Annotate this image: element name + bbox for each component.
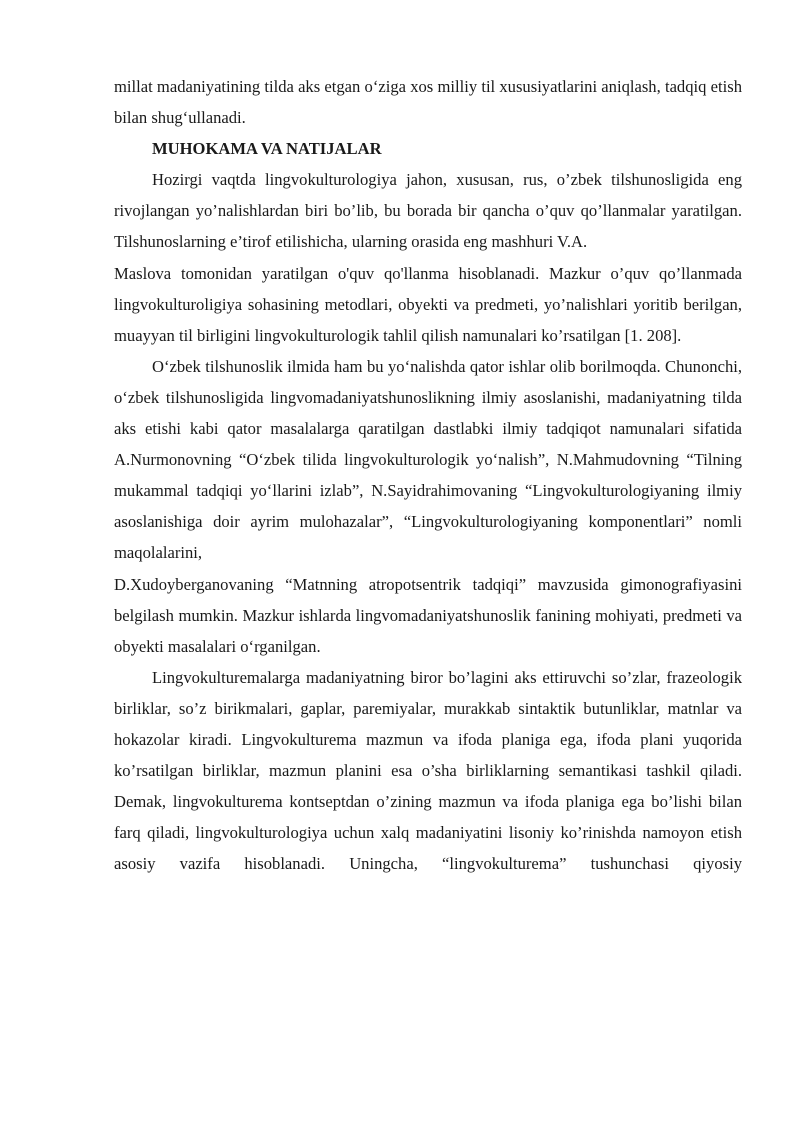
body-text	[114, 71, 742, 879]
paragraph-2a: O‘zbek tilshunoslik ilmida ham bu yo‘nalishda qator ishlar olib borilmoqda. Chunonchi, o‘zbek tilshunosligida lingvomadaniyatshunoslikning ilmiy asoslanishi, madaniyatning tilda aks etishi kabi qator masalalarga qaratilgan dastlabki ilmiy tadqiqot namunalari sifatida A.Nurmonovning “O‘zbek tilida lingvokulturologik yo‘nalish”, N.Mahmudovning “Tilning mukammal tadqiqi yo‘llarini izlab”, N.Sayidrahimovaning “Lingvokulturologiyaning ilmiy asoslanishiga doir ayrim mulohazalar”, “Lingvokulturologiyaning komponentlari” nomli maqolalarini,	[114, 356, 742, 563]
section-heading: MUHOKAMA VA NATIJALAR	[152, 139, 382, 159]
paragraph-1a: Hozirgi vaqtda lingvokulturologiya jahon, xususan, rus, o’zbek tilshunosligida eng rivojlangan yo’nalishlardan biri bo’lib, bu borada bir qancha o’quv qo’llanmalar yaratilgan. Tilshunoslarning e’tirof etilishicha, ularning orasida eng mashhuri V.A.	[114, 170, 742, 252]
paragraph-3: Lingvokulturemalarga madaniyatning biror bo’lagini aks ettiruvchi so’zlar, frazeologik birliklar, so’z birikmalari, gaplar, paremiyalar, murakkab sintaktik butunliklar, matnlar va hokazolar kiradi. Lingvokulturema mazmun va ifoda planiga ega, ifoda plani yuqorida ko’rsatilgan birliklar, mazmun planini esa o’sha birliklarning semantikasi tashkil qiladi. Demak, lingvokulturema kontseptdan o’zining mazmun va ifoda planiga ega bo’lishi bilan farq qiladi, lingvokulturologiya uchun xalq madaniyatini lisoniy ko’rinishda namoyon etish asosiy vazifa hisoblanadi. Uningcha, “lingvokulturema” tushunchasi qiyosiy	[114, 667, 742, 874]
paragraph-2b: D.Xudoyberganovaning “Matnning atropotsentrik tadqiqi” mavzusida gimonografiyasini belgilash mumkin. Mazkur ishlarda lingvomadaniyatshunoslik fanining mohiyati, predmeti va obyekti masalalari o‘rganilgan.	[114, 574, 742, 656]
paragraph-intro-tail: millat madaniyatining tilda aks etgan o‘ziga xos milliy til xususiyatlarini aniqlash, tadqiq etish bilan shug‘ullanadi.	[114, 77, 742, 128]
paragraph-1b: Maslova tomonidan yaratilgan o'quv qo'llanma hisoblanadi. Mazkur o’quv qo’llanmada lingvokulturoligiya sohasining metodlari, obyekti va predmeti, yo’nalishlari yoritib berilgan, muayyan til birligini lingvokulturologik tahlil qilish namunalari ko’rsatilgan [1. 208].	[114, 263, 742, 345]
